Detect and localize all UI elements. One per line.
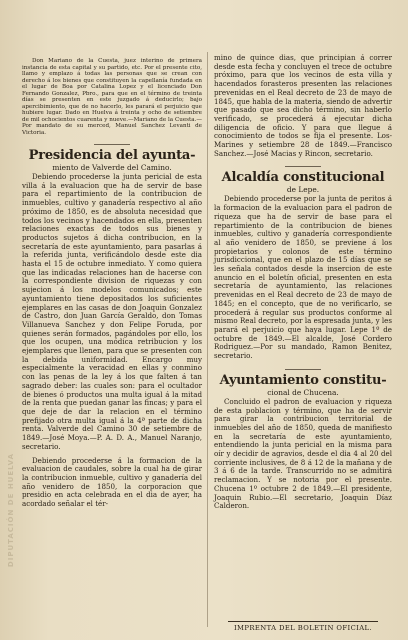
watermark-text: DIPUTACIÓN DE HUELVA [7,452,15,568]
lepe-heading-sub: de Lepe. [286,185,320,195]
archive-watermark [4,420,18,600]
court-edict-paragraph: Don Mariano de la Cuesta, juez interino de primera instancia de esta capital y su partido, etc. Por el presente cito, llamo y emplazo á todas las personas que se crean con derecho á los bienes que constituyen la capellanía fundada en el lugar de Boa por Catalina Lopez y el licenciado Don Fernando Gonzalez, Pbro., para que en el término de treinta días se presenten en este juzgado á deducirlo; bajo apercibimiento, que de no hacerlo, les parará el perjuicio que hubiere lugar. Dado en Huelva á treinta y ocho de setiembre de mil ochocientos cuarenta y nueve.—Mariano de la Cuesta.—Por mandato de su merced, Manuel Sanchez Levanti de Victoria. [22,58,202,136]
lepe-heading-title: Alcaldía constitucional [221,170,385,186]
lepe-notice-paragraph: Debiendo procederse por la junta de peritos á la formacion de la evaluacion para el padron de riqueza que ha de servir de base para el repartimiento de la contribucion de bienes inmuebles, cultivo y ganadería correspondiente al año venidero de 1850, se previene á los propietarios y colonos de este término jurisdiccional, que en el plazo de 15 días que se les señala contados desde la insercion de este anuncio en el boletín oficial, presenten en esta secretaría de ayuntamiento, las relaciones prevenidas en el Real decreto de 23 de mayo de 1845; en el concepto, que de no verificarlo, se procederá á regular sus productos conforme al mismo Real decreto, por la espresada junta, y les parará el perjuicio que haya lugar. Lepe 1º de octubre de 1849.—El alcalde, José Cordero Rodriguez.—Por su mandado, Ramon Benitez, secretario. [214,194,392,361]
heading-rule [285,369,321,370]
lepe-heading [214,166,392,194]
valverde-heading-sub: miento de Valverde del Camino. [52,163,172,172]
chucena-heading [214,369,392,397]
heading-rule [285,166,321,167]
valverde-notice-paragraph: Debiendo procederse la junta pericial de esta villa á la evaluacion que ha de servir de base para el repartimiento de la contribucion de inmuebles, cultivo y ganadería respectivo al año próximo de 1850, es de absoluta necesidad que todos los vecinos y hacendados en ella, presenten relaciones exactas de todos sus bienes y productos sujetos á dicha contribucion, en la secretaría de este ayuntamiento, para pasarlas á la referida junta, verificándolo desde este dia hasta el 15 de octubre inmediato. Y como quiera que las indicadas relaciones han de hacerse con la correspondiente division de riquezas y con sujecion á los modelos comunicados; este ayuntamiento tiene depositados los suficientes ejemplares en las casas de don Joaquin Gonzalez de Castro, don Juan García Geraldo, don Tomas Villanueva Sanchez y don Felipe Foruda, por quienes serán formados, pagándoles por ello, los que los ocupen, una módica retribucion y los ejemplares que llenen, para que se presenten con la debida uniformidad. Encargo muy especialmente la veracidad en ellas y conmino con las penas de la ley á los que falten á tan sagrado deber: las cuales son: para el ocultador de bienes ó productos una multa igual á la mitad de la renta que puedan ganar las fincas; y para el que deje de dar la relacion en el término prefijado otra multa igual á la 4ª parte de dicha renta. Valverde del Camino 30 de setiembre de 1849.—José Moya.—P. A. D. A., Manuel Naranjo, secretario. [22,172,202,451]
valverde-heading-title: Presidencia del ayunta- [28,148,196,163]
los-marines-notice-continued: mino de quince dias, que principian á correr desde esta fecha y concluyen el trece de octubre próximo, para que los vecinos de esta villa y hacendados forasteros presenten las relaciones prevenidas en el Real decreto de 23 de mayo de 1845, que habla de la materia, siendo de advertir que pasado que sea dicho término, sin haberlo verificado, se procederá á ejecutar dicha diligencia de oficio. Y para que llegue á conocimiento de todos se fija el presente. Los-Marines y setiembre 28 de 1849.—Francisco Sanchez.—José Macias y Rincon, secretario. [214,53,392,158]
los-marines-notice-start: Debiendo procederse á la formacion de la evaluacion de caudales, sobre la cual ha de girar la contribucion inmueble, cultivo y ganadería del año venidero de 1850, la corporacion que presidio en acta celebrada en el dia de ayer, ha acordado señalar el tér- [22,455,202,509]
valverde-heading [22,144,202,172]
chucena-heading-title: Ayuntamiento constitu- [219,372,387,388]
left-column [22,58,202,509]
right-column [214,54,392,511]
column-divider [207,52,208,627]
chucena-notice-paragraph: Concluido el padron de evaluacion y riqueza de esta poblacion y término, que ha de servir para girar la contribucion territorial de inmuebles del año de 1850, queda de manifiesto en la secretaría de este ayuntamiento, entendiendo la junta pericial en la misma para oír y decidir de agravios, desde el dia 4 al 20 del corriente inclusives, de 8 á 12 de la mañana y de 3 á 6 de la tarde. Transcurrido no se admitirá reclamacion. Y se notoria por el presente. Chucena 1º octubre 2 de 1849.—El presidente, Joaquin Rubio.—El secretario, Joaquin Díaz Calderon. [214,396,392,511]
printer-footer: IMPRENTA DEL BOLETIN OFICIAL. [228,621,378,632]
chucena-heading-sub: cional de Chucena. [267,387,339,397]
heading-rule [94,144,130,145]
